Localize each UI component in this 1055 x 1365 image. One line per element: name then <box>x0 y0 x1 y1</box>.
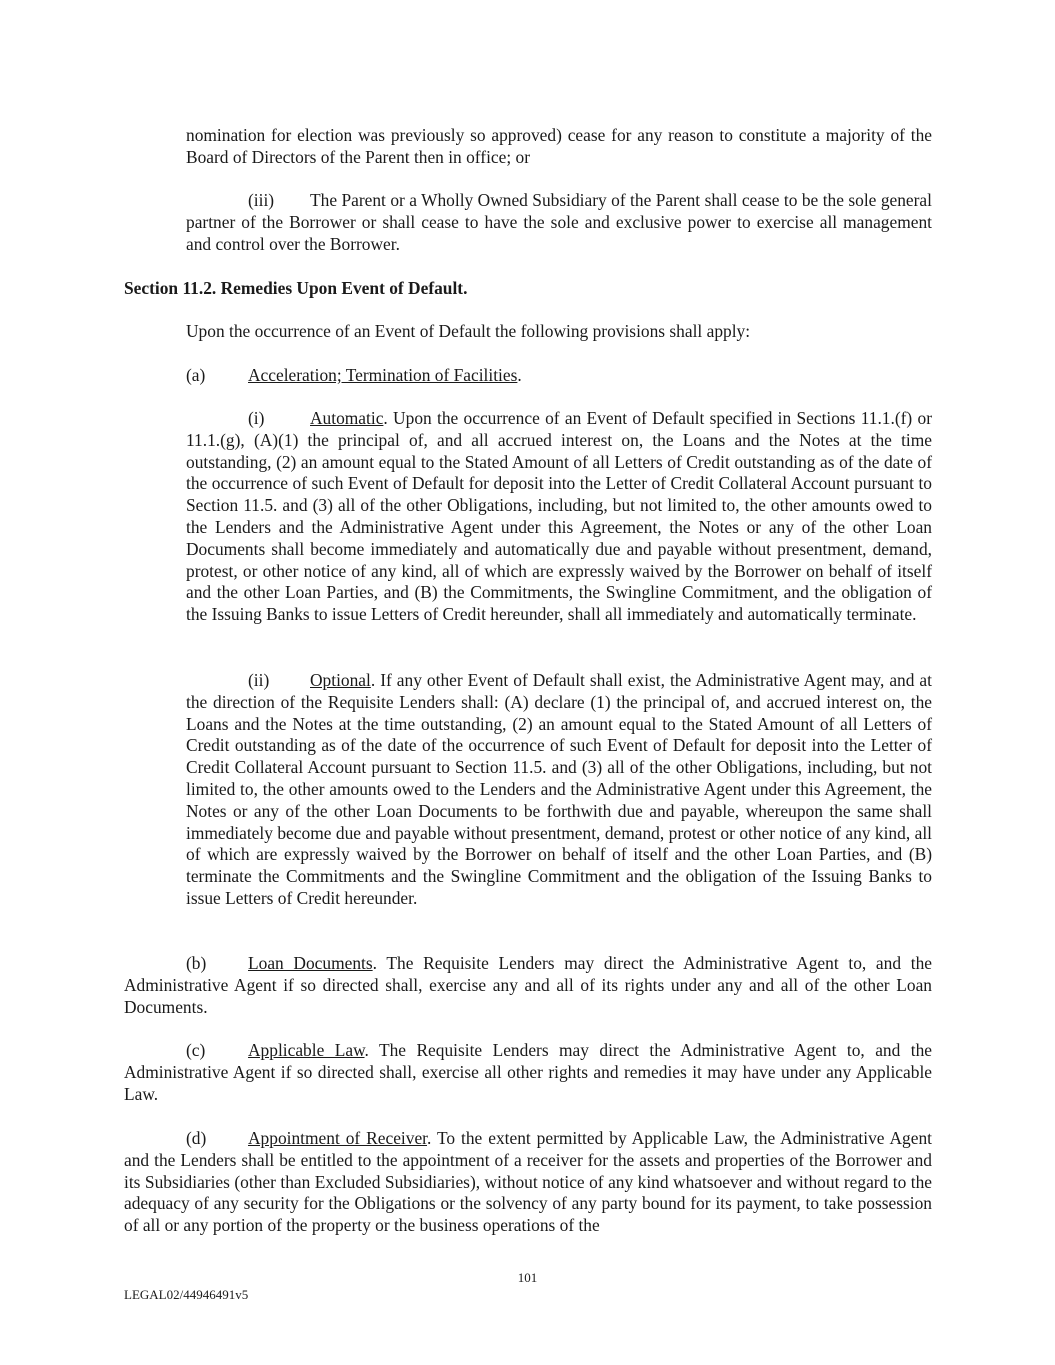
heading-appointment-of-receiver: Appointment of Receiver <box>248 1128 427 1148</box>
paragraph-nomination-continuation: nomination for election was previously so approved) cease for any reason to constitute a majority of the Board of Directors of the Parent then in office; or <box>186 125 932 167</box>
heading-optional: Optional <box>310 670 371 690</box>
paragraph-b <box>124 953 932 1018</box>
paragraph-ii-optional <box>186 670 932 910</box>
paragraph-iii-text: The Parent or a Wholly Owned Subsidiary of the Parent shall cease to be the sole general partner of the Borrower or shall cease to have the sole and exclusive power to exercise all management and control over the Borrower. <box>186 190 932 254</box>
item-number-iii: (iii) <box>248 190 275 210</box>
paragraph-intro: Upon the occurrence of an Event of Default the following provisions shall apply: <box>186 321 751 341</box>
paragraph-i-automatic <box>186 408 932 626</box>
page-number: 101 <box>517 1270 538 1285</box>
heading-acceleration: Acceleration; Termination of Facilities <box>248 365 518 385</box>
item-number-c: (c) <box>186 1040 206 1060</box>
paragraph-d-text: . To the extent permitted by Applicable Law, the Administrative Agent and the Lenders shall be entitled to the appointment of a receiver for the assets and properties of the Borrower and its Subsidiaries (other than Excluded Subsidiaries), without notice of any kind whatsoever and without regard to the adequacy of any security for the Obligations or the solvency of any party bound for its payment, to take possession of all or any portion of the property or the business operations of the <box>124 1128 932 1236</box>
heading-loan-documents: Loan Documents <box>248 953 373 973</box>
document-footer-id: LEGAL02/44946491v5 <box>124 1287 249 1302</box>
paragraph-c-text: . The Requisite Lenders may direct the Administrative Agent to, and the Administrative Agent if so directed shall, exercise all other rights and remedies it may have under any Applicable Law. <box>124 1040 932 1104</box>
paragraph-d <box>124 1128 932 1237</box>
item-number-i: (i) <box>248 408 265 428</box>
paragraph-ii-text: . If any other Event of Default shall exist, the Administrative Agent may, and at the direction of the Requisite Lenders shall: (A) declare (1) the principal of, and accrued interest on, the Loans and the Notes at the time outstanding, (2) an amount equal to the Stated Amount of all Letters of Credit outstanding as of the date of the occurrence of such Event of Default for deposit into the Letter of Credit Collateral Account pursuant to Section 11.5. and (3) all of the other Obligations, including, but not limited to, the other amounts owed to the Lenders and the Administrative Agent under this Agreement, the Notes or any of the other Loan Documents to be forthwith due and payable, whereupon the same shall immediately become due and payable without presentment, demand, protest or other notice of any kind, all of which are expressly waived by the Borrower on behalf of itself and the other Loan Parties, and (B) terminate the Commitments and the Swingline Commitment and the obligation of the Issuing Banks to issue Letters of Credit hereunder. <box>186 670 932 908</box>
heading-applicable-law: Applicable Law <box>248 1040 365 1060</box>
paragraph-iii <box>186 190 932 255</box>
heading-automatic: Automatic <box>310 408 384 428</box>
paragraph-a <box>186 365 932 387</box>
heading-acceleration-period: . <box>517 365 522 385</box>
item-number-ii: (ii) <box>248 670 270 690</box>
item-number-b: (b) <box>186 953 207 973</box>
paragraph-b-text: . The Requisite Lenders may direct the Administrative Agent to, and the Administrative Agent if so directed shall, exercise any and all of its rights under any and all of the other Loan Documents. <box>124 953 932 1017</box>
item-number-d: (d) <box>186 1128 207 1148</box>
section-heading: Section 11.2. Remedies Upon Event of Default. <box>124 278 468 298</box>
paragraph-i-text: . Upon the occurrence of an Event of Default specified in Sections 11.1.(f) or 11.1.(g), (A)(1) the principal of, and all accrued interest on, the Loans and the Notes at the time outstanding, (2) an amount equal to the Stated Amount of all Letters of Credit outstanding as of the date of the occurrence of such Event of Default for deposit into the Letter of Credit Collateral Account pursuant to Section 11.5. and (3) all of the other Obligations, including, but not limited to, the other amounts owed to the Lenders and the Administrative Agent under this Agreement, the Notes or any of the other Loan Documents shall become immediately and automatically due and payable without presentment, demand, protest, or other notice of any kind, all of which are expressly waived by the Borrower on behalf of itself and the other Loan Parties, and (B) the Commitments, the Swingline Commitment, and the obligation of the Issuing Banks to issue Letters of Credit hereunder, shall all immediately and automatically terminate. <box>186 408 932 625</box>
item-number-a: (a) <box>186 365 206 385</box>
paragraph-c <box>124 1040 932 1105</box>
